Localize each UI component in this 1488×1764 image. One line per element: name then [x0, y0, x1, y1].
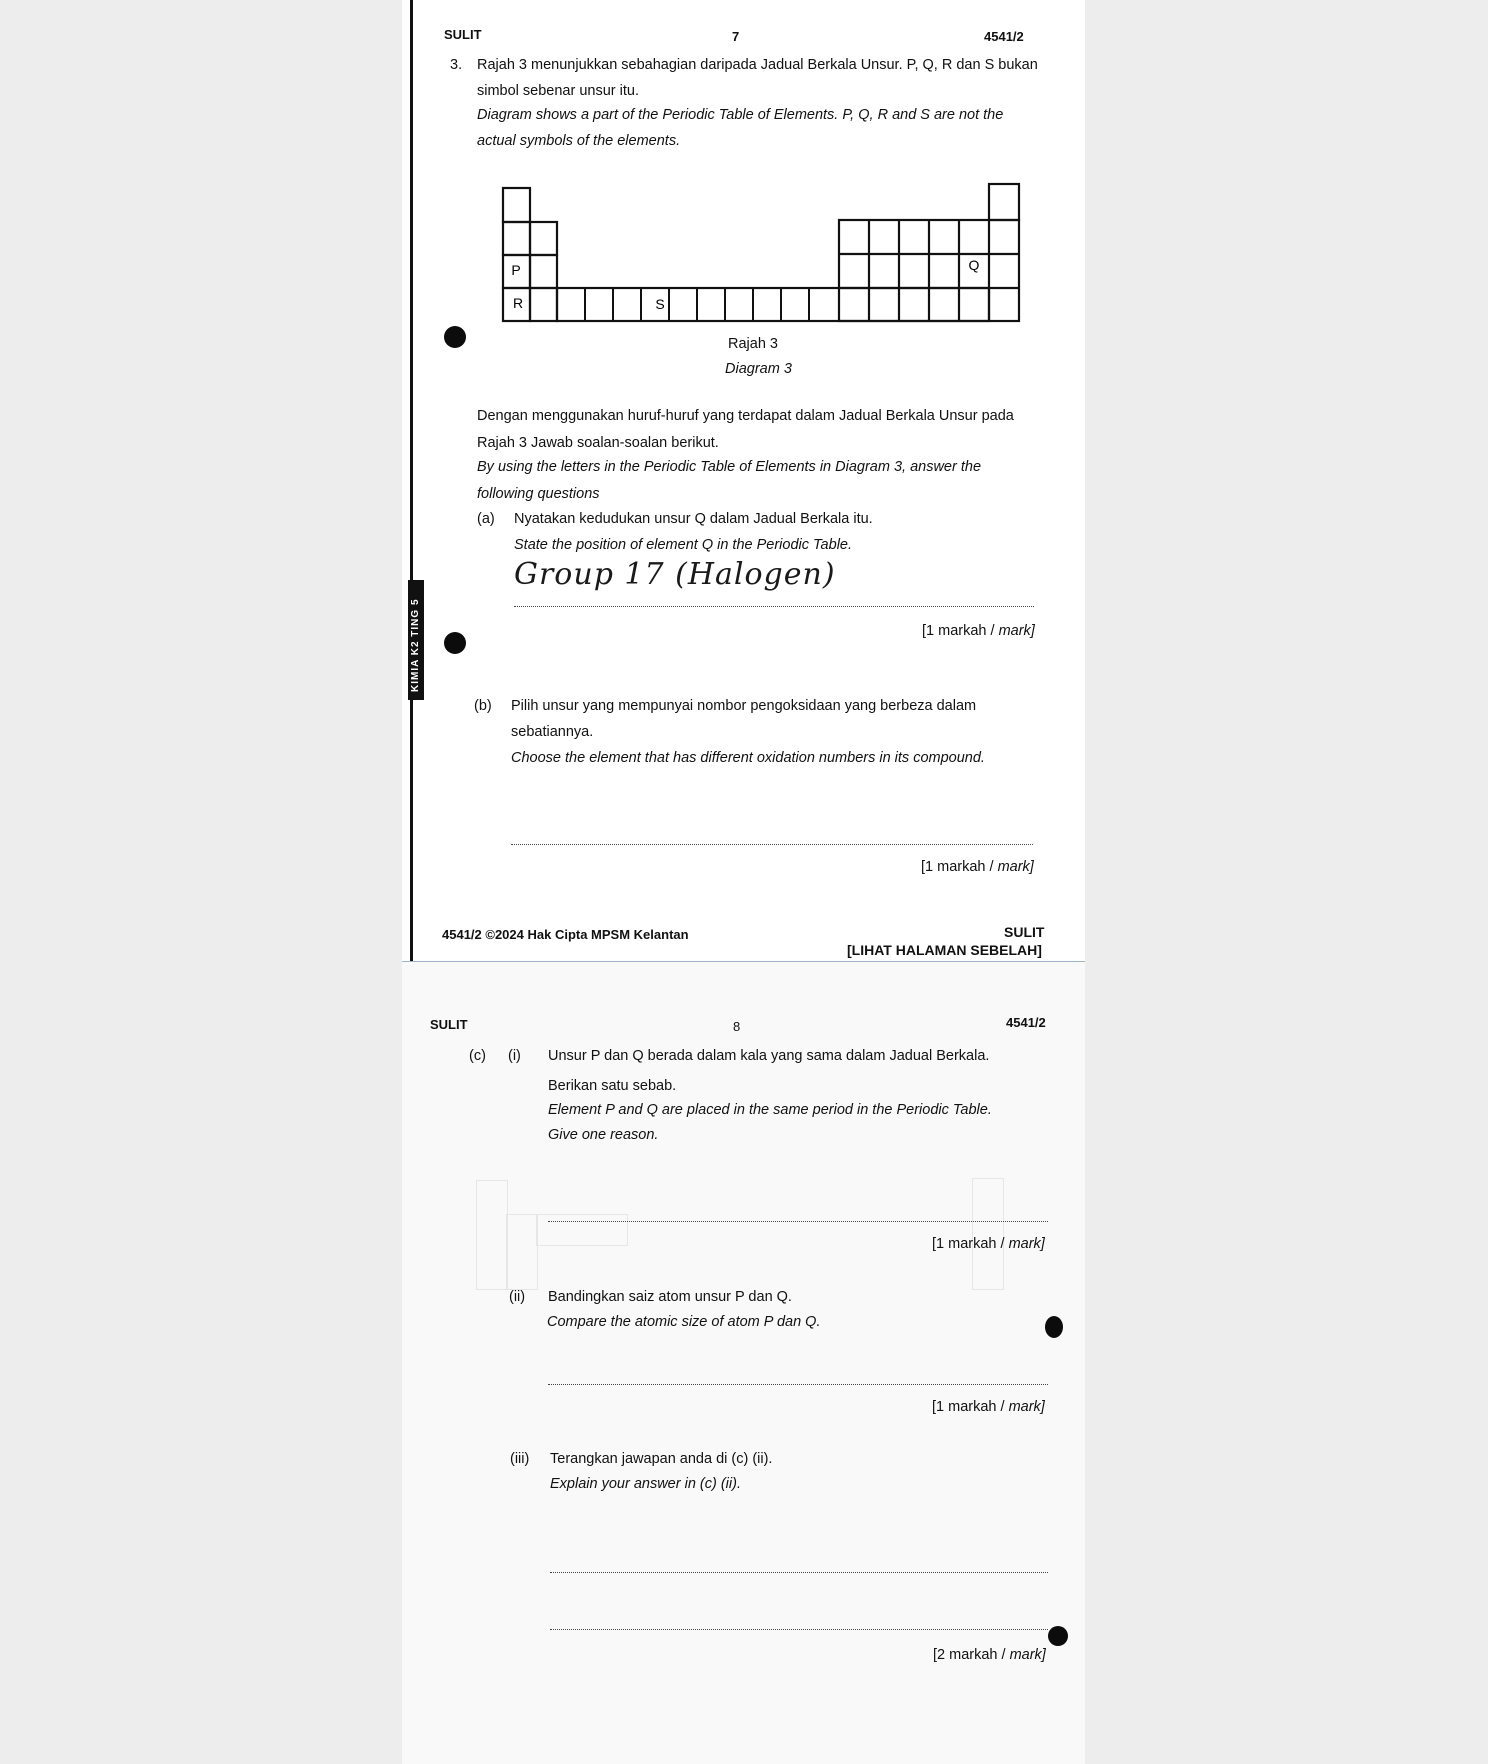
element-label-r: R	[512, 295, 524, 311]
page-number: 7	[732, 29, 740, 44]
question-b-malay-line2: sebatiannya.	[511, 724, 594, 740]
marks-b: [1 markah / mark]	[921, 859, 1034, 875]
question-c-ii-malay: Bandingkan saiz atom unsur P dan Q.	[548, 1289, 792, 1305]
question-b-label: (b)	[474, 698, 492, 714]
question-c-i-english-line1: Element P and Q are placed in the same period in the Periodic Table.	[548, 1102, 992, 1118]
question-a-english: State the position of element Q in the Periodic Table.	[514, 537, 853, 553]
question-a-handwritten-answer: Group 17 (Halogen)	[514, 557, 836, 592]
answer-line-c-iii-2[interactable]	[550, 1629, 1048, 1630]
instruction-english-line1: By using the letters in the Periodic Table of Elements in Diagram 3, answer the	[477, 459, 982, 475]
intro-malay-line2: simbol sebenar unsur itu.	[477, 83, 639, 99]
header-sulit: SULIT	[430, 1017, 468, 1032]
question-number: 3.	[450, 57, 463, 73]
bleed-through	[476, 1180, 508, 1290]
diagram-caption-malay: Rajah 3	[728, 336, 778, 352]
question-c-ii-label: (ii)	[509, 1289, 526, 1305]
question-c-iii-english: Explain your answer in (c) (ii).	[550, 1476, 741, 1492]
punch-hole-dot	[444, 632, 466, 654]
answer-line-c-i[interactable]	[548, 1221, 1048, 1222]
question-a-malay: Nyatakan kedudukan unsur Q dalam Jadual Berkala itu.	[514, 511, 873, 527]
answer-line-a[interactable]	[514, 606, 1034, 607]
page-number: 8	[733, 1019, 741, 1034]
punch-hole-dot	[444, 326, 466, 348]
punch-hole-dot	[1048, 1626, 1068, 1646]
question-c-ii-english: Compare the atomic size of atom P dan Q.	[547, 1314, 821, 1330]
marks-c-i: [1 markah / mark]	[932, 1236, 1045, 1252]
question-c-i-malay-line1: Unsur P dan Q berada dalam kala yang sama dalam Jadual Berkala.	[548, 1048, 990, 1064]
header-sulit: SULIT	[444, 27, 482, 42]
question-c-i-label: (i)	[508, 1048, 521, 1064]
intro-english-line2: actual symbols of the elements.	[477, 133, 681, 149]
question-c-iii-label: (iii)	[510, 1451, 530, 1467]
answer-line-c-ii[interactable]	[548, 1384, 1048, 1385]
question-b-english: Choose the element that has different oxidation numbers in its compound.	[511, 750, 985, 766]
question-c-i-english-line2: Give one reason.	[548, 1127, 659, 1143]
instruction-malay-line1: Dengan menggunakan huruf-huruf yang terdapat dalam Jadual Berkala Unsur pada	[477, 408, 1014, 424]
header-code: 4541/2	[984, 29, 1024, 44]
spine-label: KIMIA K2 TING 5	[410, 598, 421, 692]
question-c-iii-malay: Terangkan jawapan anda di (c) (ii).	[550, 1451, 773, 1467]
question-c-i-malay-line2: Berikan satu sebab.	[548, 1078, 677, 1094]
footer-copyright: 4541/2 ©2024 Hak Cipta MPSM Kelantan	[442, 927, 689, 942]
instruction-malay-line2: Rajah 3 Jawab soalan-soalan berikut.	[477, 435, 719, 451]
marks-c-ii: [1 markah / mark]	[932, 1399, 1045, 1415]
bleed-through	[506, 1214, 538, 1290]
footer-next-page: [LIHAT HALAMAN SEBELAH]	[847, 942, 1042, 958]
element-label-q: Q	[968, 257, 980, 273]
marks-a: [1 markah / mark]	[922, 623, 1035, 639]
intro-malay-line1: Rajah 3 menunjukkan sebahagian daripada Jadual Berkala Unsur. P, Q, R dan S bukan	[477, 57, 1038, 73]
page-8	[402, 962, 1085, 1764]
intro-english-line1: Diagram shows a part of the Periodic Table of Elements. P, Q, R and S are not the	[477, 107, 1004, 123]
marks-c-iii: [2 markah / mark]	[933, 1647, 1046, 1663]
footer-sulit: SULIT	[1004, 924, 1045, 940]
diagram-caption-english: Diagram 3	[725, 361, 792, 377]
bleed-through	[972, 1178, 1004, 1290]
periodic-table-diagram	[402, 0, 1085, 340]
instruction-english-line2: following questions	[477, 486, 600, 502]
page-7	[402, 0, 1085, 962]
header-code: 4541/2	[1006, 1015, 1046, 1030]
question-c-label: (c)	[469, 1048, 486, 1064]
element-label-s: S	[655, 296, 665, 312]
question-b-malay-line1: Pilih unsur yang mempunyai nombor pengoksidaan yang berbeza dalam	[511, 698, 977, 714]
answer-line-b[interactable]	[511, 844, 1033, 845]
element-label-p: P	[511, 262, 521, 278]
punch-hole-dot	[1045, 1316, 1063, 1338]
question-a-label: (a)	[477, 511, 495, 527]
answer-line-c-iii-1[interactable]	[550, 1572, 1048, 1573]
bleed-through	[536, 1214, 628, 1246]
